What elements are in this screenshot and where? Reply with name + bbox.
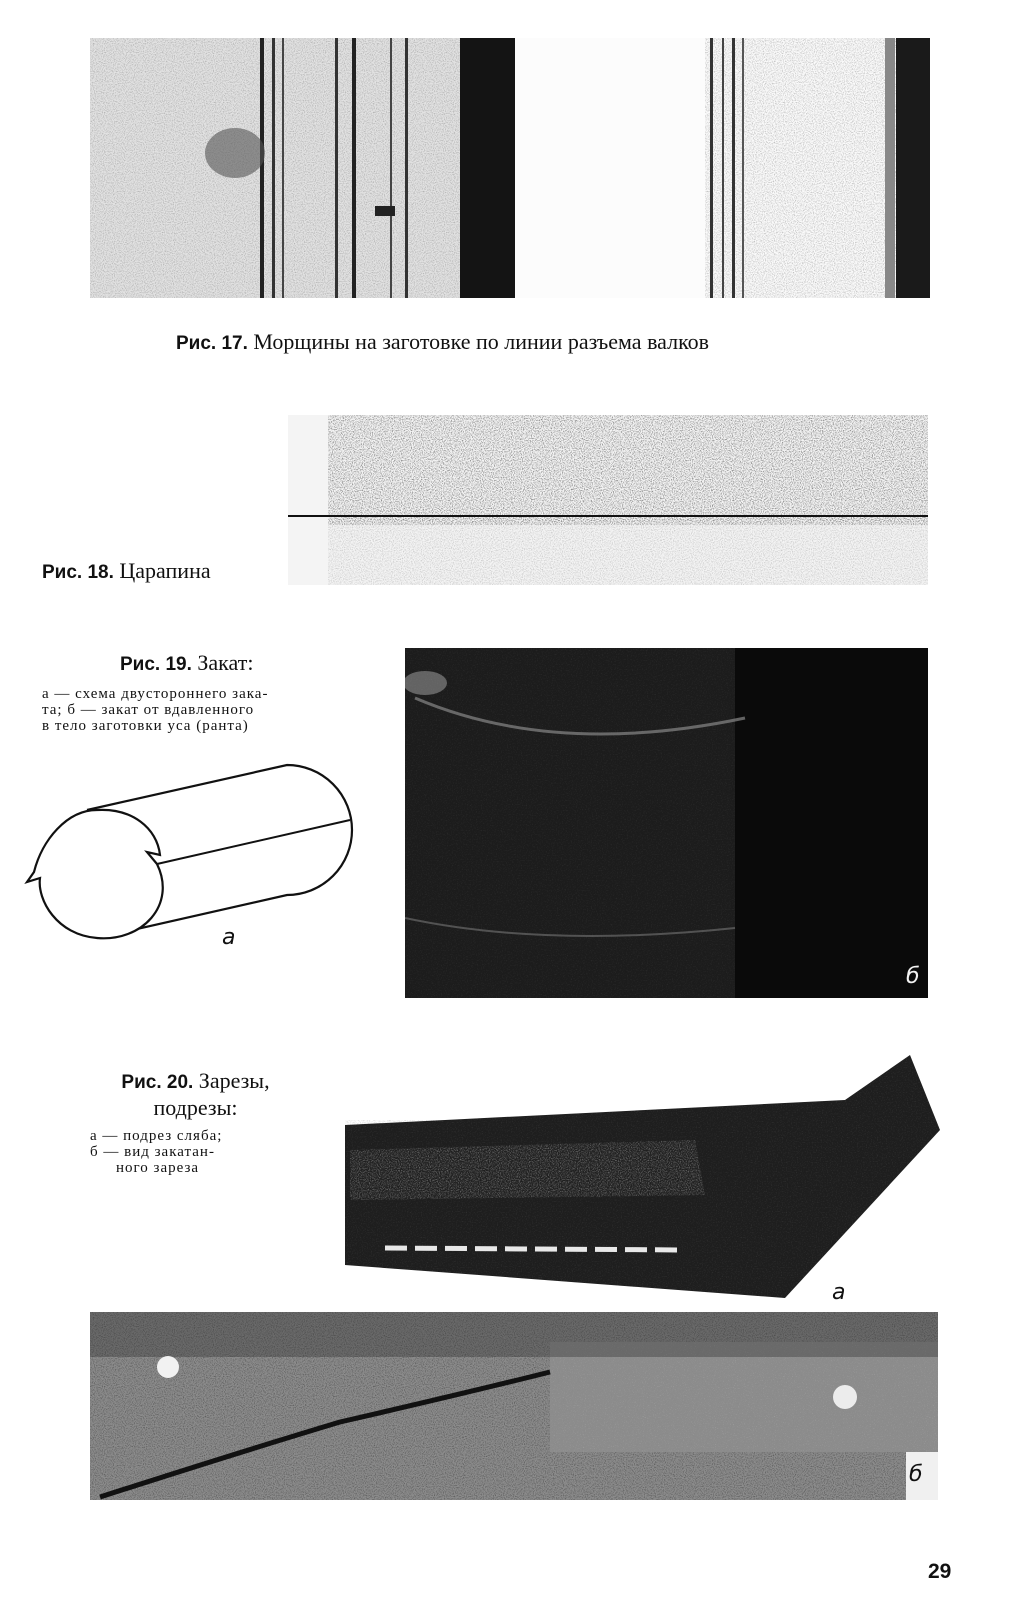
fig20a-photo [345,1055,945,1300]
fig17-caption [176,329,709,355]
fig19a-diagram [22,760,367,955]
fig20-text-line1: Зарезы, [198,1068,270,1093]
fig20-text-line2: подрезы: [153,1095,238,1120]
fig20-legend-line: а — подрез сляба; [90,1128,223,1144]
fig17-text: Морщины на заготовке по линии разъема валков [253,329,710,354]
fig19-legend-line: в тело заготовки уса (ранта) [42,718,249,734]
fig20-label: Рис. 20. [121,1072,194,1093]
fig20-caption [88,1068,303,1120]
fig19-legend [42,686,372,734]
fig20-panel-a-letter: а [832,1280,846,1305]
fig19-legend-line: а — схема двустороннего зака- [42,686,269,702]
fig19-text: Закат: [197,650,254,675]
page-number: 29 [928,1560,952,1583]
fig18-text: Царапина [119,558,211,583]
fig20-legend-line: ного зареза [116,1160,200,1176]
fig18-label: Рис. 18. [42,562,114,583]
fig17-label: Рис. 17. [176,333,248,354]
fig20-panel-b-letter: б [909,1462,923,1487]
fig20b-photo [90,1312,938,1500]
fig19-label: Рис. 19. [120,654,192,675]
fig19-panel-b-letter: б [906,964,920,989]
fig20-legend-line: б — вид закатан- [90,1144,215,1160]
fig18-photo [288,415,928,585]
fig17-photo [90,38,930,298]
fig19-caption [120,650,253,676]
fig19-legend-line: та; б — закат от вдавленного [42,702,255,718]
fig20-legend [90,1128,305,1176]
fig19-panel-a-letter: а [222,925,236,950]
fig18-caption [42,558,211,584]
fig19b-photo [405,648,928,998]
